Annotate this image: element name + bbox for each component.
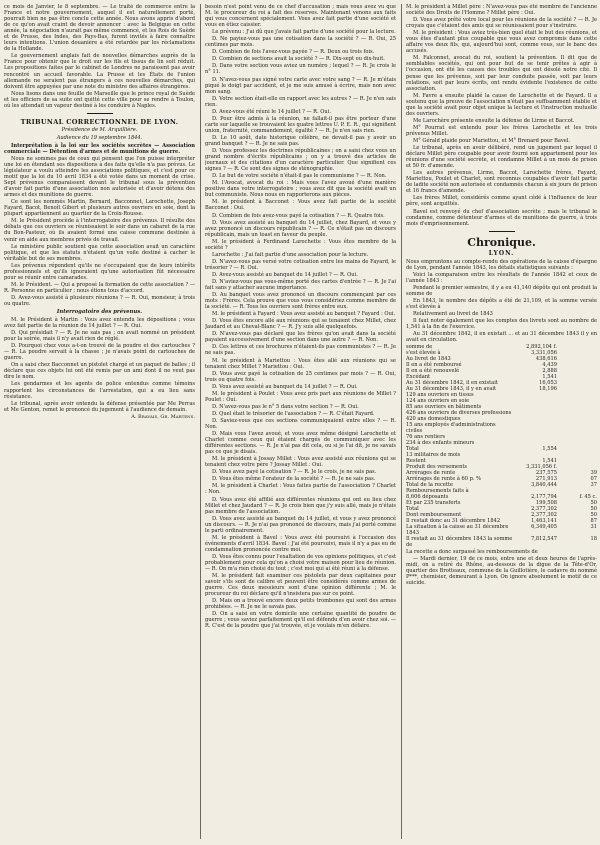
article-paragraph: D. Vous avez assisté au banquet du 14 juillet, chez Bayard, et vous y avez prononcé un discours républicain ? — R. Ce n'était pas un discours républicain, mais un toast en faveur du peuple.	[205, 219, 396, 238]
statistics-label: s'est élevée à	[406, 350, 441, 357]
article-paragraph: M. le président à Bacconet : Vous avez fait partie de la société Bacconet : Oui.	[205, 199, 396, 212]
article-paragraph: M° Pourrat est entendu pour les frères Larochette et les trois prévenus Millet.	[406, 124, 597, 137]
statistics-amount: 16,053	[539, 380, 557, 387]
article-paragraph: Nous ne sommes pas de ceux qui pensent que l'on puisse interpréter une loi en étendant ses dispositions à des faits qu'elle n'a pas prévus. Le législateur a voulu atteindre les associations politiques, et c'est pour ce motif que la loi du 10 avril 1834 a été votée dans un moment de crise. Sept prévenus comparaissent devant le tribunal sous la prévention d'avoir fait partie d'une association non autorisée et d'avoir détenu des armes et des munitions de guerre.	[4, 155, 195, 199]
article-paragraph: D. Vous avez assisté au banquet du 14 juillet, et vous y avez prononcé un discours. — R. Je n'ai pas prononcé de discours, mais j'ai porté comme le parti ordinairement.	[205, 515, 396, 534]
statistics-cents	[557, 422, 597, 434]
statistics-label: 8,606 déposants	[406, 494, 449, 501]
article-paragraph: — Mardi dernier, 19 de ce mois, entre une et deux heures de l'après-midi, on a retiré du Rhône, au-dessous de la digue de la Tête-d'Or, quartier des Brotteaux, commune de la Guillotière, le cadavre du nommé P***, chemisier, demeurant à Lyon. On ignore absolument le motif de ce suicide.	[406, 556, 597, 587]
statistics-amount: 2,177,794	[531, 494, 557, 501]
article-paragraph: D. N'aviez-vous pas vous-même porté des cartes d'entrée ? — R. Je l'ai fait sans y attacher aucune importance.	[205, 278, 396, 292]
article-paragraph: En 1843, le nombre des dépôts a été de 21,109, et la somme versée s'est élevée à	[406, 297, 597, 310]
article-paragraph: Nous lisons dans une feuille de Marseille que le prince royal de Suède et les officiers de sa suite ont quitté cette ville pour se rendre à Toulon, où les attendait un vapeur destiné à les conduire à Naples.	[4, 90, 195, 109]
article-paragraph: M. le président à Jossay Millet : Vous avez assisté aux réunions qui se tenaient chez votre père ? Jossay Millet : Oui.	[205, 456, 396, 469]
article-paragraph: M. le président à Ferdinand Larochette : Vous êtes membre de la société ?	[205, 238, 396, 251]
column-left	[4, 4, 195, 839]
statistics-amount: 3,331,056 f.	[526, 464, 557, 471]
article-paragraph: Nous empruntons au compte-rendu des opérations de la caisse d'épargne de Lyon, pendant l'année 1843, les détails statistiques suivants :	[406, 258, 597, 271]
statistics-label: 124 ans ouvriers en soie	[406, 398, 470, 405]
statistics-cents: 18	[590, 536, 597, 543]
statistics-label: Il en a été renouvelé	[406, 368, 460, 375]
statistics-label: Arrérages de rente à 60 p. %	[406, 476, 481, 483]
statistics-label: 13 militaires de mois	[406, 452, 461, 459]
article-paragraph: M. le président à Mariettou : Vous êtes allé aux réunions qui se tenaient chez Millet ? Mariettou : Oui.	[205, 357, 396, 370]
article-paragraph: Larochette : J'ai fait partie d'une association pour la lecture.	[212, 251, 369, 258]
article-paragraph: Les prévenus répondent qu'ils ne s'occupaient que de leurs intérêts professionnels et qu'ils ignoraient qu'une autorisation fût nécessaire pour se réunir entre camarades.	[4, 262, 195, 281]
statistics-amount: 271,913	[535, 476, 557, 483]
article-paragraph: Les autres prévenus, Lirme, Baccot, Larochette frères, Fayard, Mariettou, Poulet et Charlet, sont reconnus coupables d'avoir fait partie de ladite société non autorisée et condamnés chacun à six jours de prison et 16 francs d'amende.	[406, 170, 597, 195]
article-paragraph: Relativement au livret de 1843	[413, 311, 493, 318]
statistics-amount: 2,892,104 f.	[526, 344, 557, 351]
article-paragraph: D. Avez-vous assisté à plusieurs réunions ? — R. Oui, monsieur, à trois ou quatre.	[4, 294, 195, 307]
section-heading: TRIBUNAL CORRECTIONNEL DE LYON.	[20, 117, 179, 126]
article-paragraph: D. Combien de sections avait la société ? — R. Dix-sept ou dix-huit.	[212, 56, 385, 63]
article-paragraph: D. Le 10 août, date historique célèbre, ne devait-il pas y avoir un grand banquet ? — R. Je ne sais pas.	[205, 134, 396, 147]
article-paragraph: D. Dans votre section vous aviez un numéro ; lequel ? — R. Je crois le n° 11.	[205, 63, 396, 76]
article-paragraph: Pendant le premier semestre, il y a eu 41,140 dépôts qui ont produit la somme de	[406, 284, 597, 297]
article-paragraph: D. Pourquoi chez vous a-t-on trouvé de la poudre et des cartouches ? — R. La poudre servait à la chasse ; je n'avais point de cartouches de guerre.	[4, 343, 195, 362]
article-paragraph: D. Quel était le trésorier de l'association ? — R. C'était Fayard.	[212, 410, 375, 417]
article-paragraph: Me Larochère présente ensuite la défense de Lirme et Baccot.	[413, 117, 575, 124]
article-paragraph: M. le président à Millet père : N'avez-vous pas été membre de l'ancienne société des Droits de l'Homme ? Millet père : Oui.	[406, 4, 597, 17]
article-paragraph: D. Vous professez les doctrines républicaines ; on a saisi chez vous un grand nombre d'écrits républicains ; on y a trouvé des articles de journaux et des citations d'un caractère particulier. Que signifient ces signes ? — R. Ce sont des signes de sténographie.	[205, 148, 396, 173]
statistics-amount: 2,377,302	[531, 506, 557, 513]
article-paragraph: Les frères Millet, considérés comme ayant cédé à l'influence de leur père, sont acquittés.	[406, 195, 597, 208]
article-paragraph: M. le président : Vous aviez très-bien quel était le but des réunions, et vous êtes d'autant plus coupable que vous avez compromis dans cette affaire vos deux fils, qui, aujourd'hui sont, comme vous, sur le banc des accusés.	[406, 30, 597, 55]
article-paragraph: Le tribunal, après avoir entendu la défense présentée par Me Perras et Me Genton, remet le prononcé du jugement à l'audience de demain.	[4, 400, 195, 413]
article-paragraph: La recette a donc surpassé les remboursements de	[406, 549, 538, 556]
article-paragraph: M° Gérald plaide pour Mariettou, et M° Brenard pour Bavel.	[413, 137, 571, 144]
statistics-cents: 07	[590, 476, 597, 483]
column-middle	[205, 4, 396, 839]
statistics-cents: 87	[590, 518, 597, 525]
statistics-amount: 438,616	[535, 356, 557, 363]
article-paragraph: D. Vous avez été affilié aux différentes réunions qui ont eu lieu chez Millet et chez Jaudard ? — R. Je crois bien que j'y suis allé, mais je n'étais pas membre de l'association.	[205, 496, 396, 515]
article-paragraph: M. Favre a ensuite plaidé la cause de Larochette et de Fayard. Il a soutenu que la preuve de l'association n'était pas suffisamment établie et que la société avait pour objet unique la lecture et l'instruction mutuelle des ouvriers.	[406, 92, 597, 117]
column-rule	[200, 4, 201, 839]
statistics-amount: 3,840,444	[531, 482, 557, 489]
article-paragraph: D. N'avez-vous pas déclaré que les frères qu'on avait dans la société payaient successivement d'une section dans une autre ? — R. Non.	[205, 331, 396, 344]
statistics-label: Produit des versements	[406, 464, 468, 471]
article-paragraph: D. Vous êtes encore allé aux réunions qui se tenaient chez Millet, chez Jaudard et au Cheval-Blanc ? — R. J'y suis allé quelquefois.	[205, 318, 396, 331]
statistics-amount: 1,541	[542, 458, 557, 465]
article-paragraph: D. Le but de votre société n'était-il pas le communisme ? — R. Non.	[212, 173, 387, 180]
statistics-label: Au livret de 1843	[406, 356, 451, 363]
statistics-label: Au 31 décembre 1842, il en existait	[406, 380, 498, 387]
article-paragraph: D. Pour être admis à la réunion, ne fallait-il pas être porteur d'une carte sur laquelle se trouvaient les quatre lettres U. P. E. R., qui signifient union, fraternité, commandement, égalité ? — R. Je n'en sais rien.	[205, 115, 396, 134]
statistics-cents: 50	[590, 500, 597, 507]
article-paragraph: M. le président à Charlet : Vous faites partie de l'association ? Charlet : Non.	[205, 483, 396, 496]
statistics-cents: 39	[590, 470, 597, 477]
article-paragraph: On a saisi chez Bacconnet un pistolet chargé et un paquet de balles ; il déclare que ces objets lui ont été remis par un ami dont il ne veut pas dire le nom.	[4, 362, 195, 381]
statistics-label: Total	[406, 446, 419, 453]
article-paragraph: D. Vous êtes même l'orateur de la société ? — R. Je ne sais pas.	[212, 476, 376, 483]
article-paragraph: Voici la comparaison entre les résultats de l'année 1842 et ceux de l'année 1843 :	[406, 271, 597, 284]
article-paragraph: D. N'avez-vous pas le n° 5 dans votre section ? — R. Oui.	[212, 403, 359, 410]
statistics-amount: 237,575	[535, 470, 557, 477]
statistics-amount: 3,331,056	[531, 350, 557, 357]
section-subheading: Interrogatoire des prévenus.	[56, 309, 143, 316]
section-subheading: Audience du 19 septembre 1844.	[56, 134, 143, 141]
article-paragraph: D. Avez-vous été réuni le 14 juillet ? — R. Oui.	[212, 108, 331, 115]
statistics-amount: 18,196	[539, 386, 557, 393]
article-paragraph: M. le président à Fayard : Vous avez assisté au banquet ? Fayard : Oui.	[212, 311, 396, 318]
statistics-label: 234 à des enfants mineurs	[406, 440, 475, 447]
article-paragraph: D. Combien de fois avez-vous payé la cotisation ? — R. Quatre fois.	[212, 212, 385, 219]
article-paragraph: D. Saviez-vous que ces sections communiquaient entre elles ? — R. Non.	[205, 417, 396, 430]
article-paragraph: D. N'avez-vous pas signé votre carte avec votre sang ? — R. Je m'étais piqué le doigt par accident, et je me suis amusé à écrire, mais non avec mon sang.	[205, 76, 396, 95]
article-paragraph: D. Combien de fois l'avez-vous payée ? — R. Deux ou trois fois.	[212, 49, 375, 56]
article-paragraph: ce mois de Janvier, le 8 septembre. — Le traité de commerce entre la France et notre gouvernement, auquel il est naturellement porté, pourrait bien ne pas être conclu cette année. Nous avons appris d'abord de ce qu'on avait craint de devoir annoncer : avec la Belgique en cette année, la négociation n'aurait pas même commencé, et les Rois de Suède et de Prusse, des Indes, des Pays-Bas, furent invités à faire connaître leurs intentions. L'union douanière a été retardée par les réclamations de la Hollande.	[4, 4, 195, 53]
article-paragraph: Le prévenu : J'ai dû que j'avais fait partie d'une société pour la lecture.	[212, 29, 396, 36]
article-paragraph: M. l'Avocat, avocat du roi : Mais vous l'avez avoué d'une manière positive dans votre interrogatoire ; vous avez dit que la société avait un but communiste. Nous nous en rapporterons aux pièces.	[205, 180, 396, 199]
section-subheading: Présidence de M. Arquillière.	[61, 126, 138, 133]
article-paragraph: D. Mais vous l'avez avoué, et vous avez même désigné Larochette et Charlet comme ceux qui étaient chargés de communiquer avec les différentes sections. — R. Je n'ai pas dit cela, ou si je l'ai dit, je ne savais pas ce que je disais.	[205, 431, 396, 456]
statistics-label: Au 31 décembre 1843, il y en avait	[406, 386, 497, 393]
statistics-cents: 31	[590, 524, 597, 531]
article-paragraph: M. le Président à Martin : Vous avez entendu les dépositions ; vous avez fait partie de la réunion du 14 juillet ? — R. Oui.	[4, 317, 195, 330]
statistics-amount: 1,463,141	[531, 518, 557, 525]
article-paragraph: Le ministère public soutient que cette association avait un caractère politique, et que les statuts n'étaient qu'un voile destiné à cacher le véritable but de ses membres.	[4, 243, 195, 262]
article-paragraph: D. Au banquet vous avez prononcé un discours commençant par ces mots : Frères. Cela prouve que vous vous considériez comme membre de la société. — R. Tous les ouvriers sont frères entre eux.	[205, 292, 396, 311]
article-paragraph: D. Qui présidait ? — R. Je ne sais pas ; on avait nommé un président pour la soirée, mais il n'y avait rien de réglé.	[4, 330, 195, 343]
article-paragraph: Il faut noter également que les comptes des livrets sont au nombre de 1,541 à la fin de l'exercice.	[406, 318, 597, 331]
statistics-row	[406, 422, 597, 434]
statistics-label: Et par 235 transferts	[406, 500, 461, 507]
article-paragraph: D. N'avez-vous pas versé votre cotisation entre les mains de Fayard, le trésorier ? — R. Oui.	[205, 258, 396, 271]
statistics-label: Dont remboursement	[406, 512, 462, 519]
statistics-amount: 199,508	[535, 500, 557, 507]
article-paragraph: Les gendarmes et les agents de police entendus comme témoins rapportent les circonstances de l'arrestation, qui a eu lieu sans résistance.	[4, 381, 195, 400]
article-paragraph: Le tribunal, après en avoir délibéré, rend un jugement par lequel il déclare Millet père coupable pour avoir fourni son appartement pour les réunions d'une société secrète, et condamne Millet à un mois de prison et 50 fr. d'amende.	[406, 145, 597, 170]
city-heading: LYON.	[488, 249, 515, 257]
statistics-cents: 50	[590, 506, 597, 513]
article-paragraph: M. le Président procède à l'interrogatoire des prévenus. Il résulte des débats que ces ouvriers se réunissaient le soir dans un cabaret de la rue du Bon-Pasteur, où ils avaient formé une caisse commune destinée à venir en aide aux membres privés de travail.	[4, 218, 195, 243]
article-paragraph: Bavel est renvoyé du chef d'association secrète ; mais le tribunal le condamne, comme détenteur d'armes et de munitions de guerre, à trois mois d'emprisonnement.	[406, 208, 597, 227]
column-right	[406, 4, 597, 839]
statistics-label: Restent	[406, 458, 426, 465]
statistics-amount: 2,888	[542, 368, 557, 375]
statistics-label: somme de	[406, 344, 433, 351]
statistics-label: 15 ans employés d'administrations civiles	[406, 422, 496, 435]
statistics-cents: f. 45 c.	[579, 494, 597, 501]
article-paragraph: M. le Président. — Qui a proposé la formation de cette association ? — R. Personne en particulier ; nous étions tous d'accord.	[4, 281, 195, 294]
statistics-label: 85 ans ouvriers en bâtiments	[406, 404, 482, 411]
statistics-label: La situation à la caisse au 31 décembre 1843	[406, 524, 509, 537]
statistics-amount: 1,554	[542, 446, 557, 453]
article-paragraph: Le gouvernement anglais fait de nouvelles démarches auprès de la France pour obtenir que le droit sur les fils et tissus de lin soit réduit. Les propositions faites par le cabinet de Londres ne paraissent pas avoir rencontré un accueil favorable. La Prusse et les États de l'union allemande ne seraient pas étrangers à ces nouvelles démarches, qui doivent être appuyées par une note du ministre des affaires étrangères.	[4, 53, 195, 90]
article-paragraph: Ce sont les nommés Martin, Bernard, Bacconnet, Larochette, Joseph Fayard, Bacot, Benoît Gibert et plusieurs autres ouvriers en soie, dont la plupart appartiennent au quartier de la Croix-Rousse.	[4, 199, 195, 218]
statistics-label: Total	[406, 506, 419, 513]
separator	[87, 113, 113, 114]
article-paragraph: D. Vous êtes connu pour l'exaltation de vos opinions politiques, et c'est probablement pour cela qu'on a choisi votre maison pour lieu de réunion. — R. On m'a rien choisi du tout ; c'est moi qui ai été réuni à la défense.	[205, 553, 396, 573]
statistics-amount	[513, 422, 557, 434]
statistics-label: Arrérages de rente	[406, 470, 456, 477]
article-paragraph: D. Votre section était-elle en rapport avec les autres ? — R. Je n'en sais rien.	[205, 95, 396, 108]
statistics-label: Il restait donc au 31 décembre 1842	[406, 518, 501, 525]
article-paragraph: M. Falconnet, avocat du roi, soutient la prévention. Il dit que de semblables sociétés, qui ont pour but de se tenir prêtes à agir à l'occasion, ont été les causes des troubles qui ont désolé notre cité. Il pense que les prévenus, soit par leur conduite passée, soit par leurs relations, soit par leurs écrits, ont rendu évidente l'existence de cette association.	[406, 55, 597, 92]
article-paragraph: Au 31 décembre 1842, il en existait ... et au 31 décembre 1843 il y en avait en circulation.	[406, 331, 597, 344]
article-paragraph: M. le président à Bavel : Vous avez été poursuivi à l'occasion des événements d'avril 1834. Bavel : J'ai été poursuivi, mais il n'y a pas eu de condamnation prononcée contre moi.	[205, 534, 396, 553]
statistics-label: Remboursements faits à	[406, 488, 469, 495]
statistics-row	[406, 536, 597, 548]
separator	[489, 231, 515, 232]
article-paragraph: D. Ne payiez-vous pas une cotisation dans la société ? — R. Oui, 25 centimes par mois.	[205, 36, 396, 49]
article-paragraph: D. On a saisi en votre domicile une certaine quantité de poudre de guerre ; vous saviez parfaitement qu'il est défendu d'en avoir chez soi. — R. C'est de la poudre que j'ai trouvée, et je voulais m'en défaire.	[205, 611, 396, 630]
statistics-label: 129 ans ouvriers en tissus	[406, 392, 474, 399]
article-paragraph: M. le président à Poulet : Vous avez pris part aux réunions de Millet ? Poulet : Oui.	[205, 390, 396, 403]
article-paragraph: D. Vous avez assisté au banquet du 14 juillet ? — R. Oui.	[212, 383, 358, 390]
article-lead: Interprétation à la loi sur les sociétés secrètes — Association commerciale — Détention d'armes et de munitions de guerre.	[4, 142, 195, 155]
statistics-table	[406, 344, 597, 548]
statistics-amount: 2,377,302	[531, 512, 557, 519]
statistics-row	[406, 524, 597, 536]
section-masthead: Chronique.	[467, 235, 536, 249]
statistics-amount: 1,541	[542, 374, 557, 381]
article-paragraph: D. Vous avez payé la cotisation ? — R. Je le crois, je ne sais pas.	[212, 469, 377, 476]
article-paragraph: D. Avez-vous assisté au banquet du 14 juillet ? — R. Oui.	[212, 271, 358, 278]
signature: A. Bravais, Gr. Martens.	[131, 413, 195, 420]
statistics-label: 76 ans rentiers	[406, 434, 446, 441]
statistics-cents: 50	[590, 512, 597, 519]
article-paragraph: D. Mais on a trouvé encore deux petits trombones qui sont des armes prohibées. — R. Je ne le savais pas.	[205, 598, 396, 611]
statistics-amount: 6,349,405	[531, 524, 557, 531]
article-paragraph: D. Ces lettres et ces brochures n'étaient-ils pas communistes ? — R. Je ne sais pas.	[205, 344, 396, 357]
statistics-amount: 4,439	[542, 362, 557, 369]
statistics-label: Excédant	[406, 374, 431, 381]
statistics-cents: 37	[590, 482, 597, 489]
statistics-label: Total de la recette	[406, 482, 454, 489]
article-paragraph: D. Vous avez prêté votre local pour les réunions de la société ? — R. Je croyais que c'étaient des amis qui se réunissaient pour s'instruire.	[406, 17, 597, 30]
column-rule	[401, 4, 402, 839]
statistics-label: Il en a été remboursé	[406, 362, 462, 369]
statistics-label: Il restait au 31 décembre 1843 la somme de	[406, 536, 513, 549]
article-paragraph: M. le président fait examiner ces pistolets par deux capitaines pour savoir s'ils sont de calibre et peuvent être considérés comme armes de guerre. Ces deux messieurs sont d'une opinion différente ; M. le procureur du roi déclare qu'il n'insistera pas sur ce point.	[205, 573, 396, 598]
statistics-amount: 7,812,547	[531, 536, 557, 543]
article-paragraph: D. Vous avez payé la cotisation de 25 centimes par mois ? — R. Oui, trois ou quatre fois.	[205, 370, 396, 383]
statistics-label: 426 ans ouvriers de diverses professions	[406, 410, 512, 417]
statistics-label: 420 ans domestiques	[406, 416, 461, 423]
article-paragraph: besoin n'est point venu de ce chef d'accusation ; mais vous avez vu que M. le procureur du roi a fait des réserves. Maintenant venons aux faits qui vous concernent spécialement. Vous avez fait partie d'une société et vous en étiez caissier.	[205, 4, 396, 29]
